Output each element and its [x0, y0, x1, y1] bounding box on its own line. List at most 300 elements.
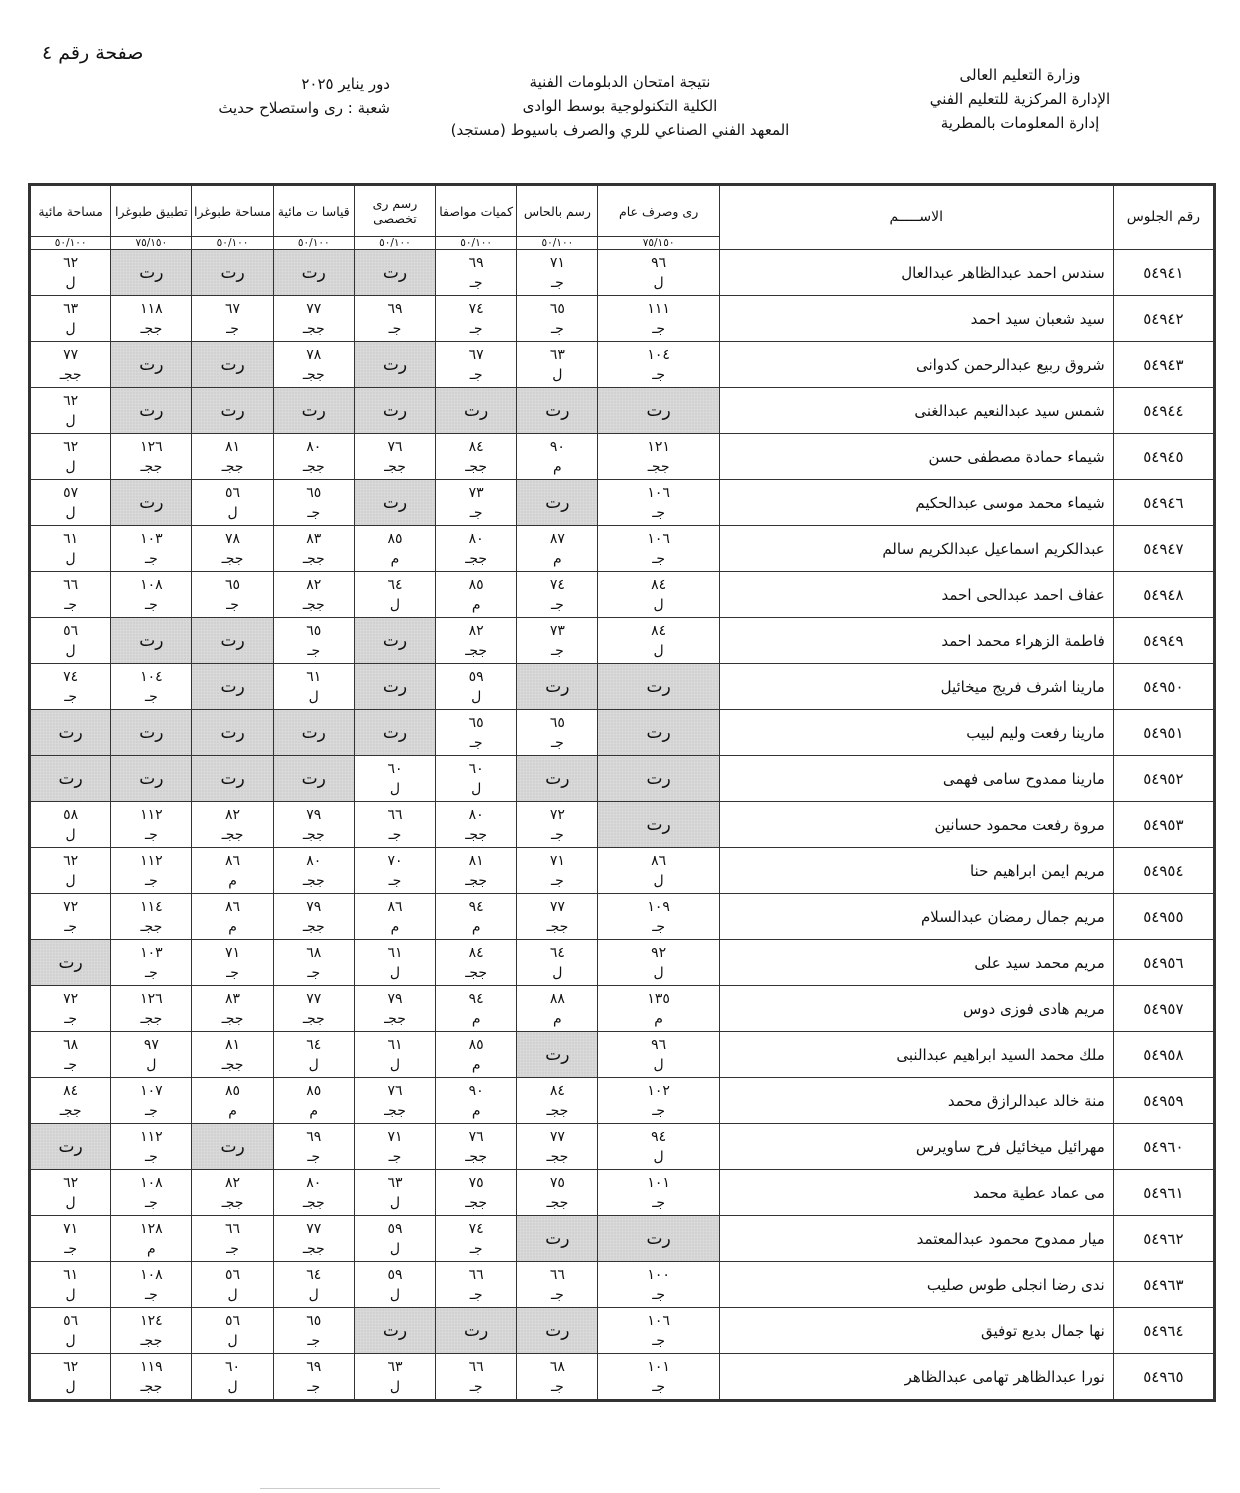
score: ٨٥ [468, 576, 484, 593]
score: ٦١ [306, 668, 322, 685]
grade-letter: ل [653, 1148, 664, 1165]
grade-letter: ل [653, 274, 664, 291]
score: ٩٠ [468, 1082, 484, 1099]
grade-letter: ججـ [465, 550, 488, 567]
seat-number: ٥٤٩٦٢ [1113, 1216, 1214, 1262]
score: ٨٢ [468, 622, 484, 639]
grade-letter: جـ [226, 964, 239, 981]
seat-number: ٥٤٩٥٨ [1113, 1032, 1214, 1078]
student-row [30, 1354, 1215, 1401]
score: ١٠٤ [647, 346, 670, 363]
grade-letter: ججـ [465, 458, 488, 475]
student-row [30, 756, 1215, 802]
grade-letter: ل [389, 1194, 401, 1211]
grade-cell [436, 894, 517, 940]
subject-max-score: ٥٠/١٠٠ [30, 237, 111, 250]
grade-letter: جـ [469, 504, 483, 521]
grade-letter: جـ [550, 320, 564, 337]
seat-number: ٥٤٩٦٠ [1113, 1124, 1214, 1170]
student-row [30, 1124, 1215, 1170]
score: ٦١ [63, 1266, 79, 1283]
score: ٧٣ [549, 622, 565, 639]
grade-cell [273, 1078, 354, 1124]
score: ٧٦ [468, 1128, 484, 1145]
score: ١٢٨ [140, 1220, 163, 1237]
footer-divider [260, 1488, 440, 1489]
student-row [30, 526, 1215, 572]
grade-letter: جـ [388, 826, 402, 843]
grade-letter: ججـ [546, 1102, 569, 1119]
grade-letter: ل [65, 1378, 76, 1395]
grade-letter: ججـ [221, 826, 244, 843]
grade-cell [436, 296, 517, 342]
grade-cell [517, 940, 598, 986]
score: ٦٥ [549, 714, 565, 731]
student-row [30, 388, 1215, 434]
student-name: ميار ممدوح محمود عبدالمعتمد [719, 1216, 1113, 1262]
grade-cell [273, 1262, 354, 1308]
score: ٦٤ [306, 1036, 322, 1053]
score: ٨٤ [468, 438, 484, 455]
grade-letter: جـ [652, 504, 665, 521]
absent-cell: رت [517, 664, 598, 710]
grade-cell [192, 1170, 273, 1216]
grade-letter: جـ [307, 1378, 321, 1395]
grade-letter: جـ [64, 1010, 77, 1027]
grade-letter: ججـ [59, 1102, 82, 1119]
absent-cell: رت [517, 1032, 598, 1078]
score: ٦٢ [63, 1358, 79, 1375]
score: ١١٢ [140, 1128, 163, 1145]
student-row [30, 618, 1215, 664]
student-name: مريم هادى فوزى دوس [719, 986, 1113, 1032]
grade-cell [517, 1124, 598, 1170]
grade-cell [598, 526, 719, 572]
grade-letter: ل [65, 1286, 76, 1303]
absent-cell: رت [111, 618, 192, 664]
absent-cell: رت [598, 388, 719, 434]
score: ٧٧ [306, 1220, 322, 1237]
grade-cell [354, 848, 435, 894]
score: ١٠٨ [140, 1174, 163, 1191]
seat-number: ٥٤٩٥٦ [1113, 940, 1214, 986]
score: ٦٥ [225, 576, 241, 593]
absent-cell: رت [598, 756, 719, 802]
subject-max-score: ٥٠/١٠٠ [354, 237, 435, 250]
absent-cell: رت [273, 756, 354, 802]
grade-letter: ججـ [140, 458, 163, 475]
score: ٦٥ [306, 484, 322, 501]
absent-cell: رت [354, 388, 435, 434]
grade-cell [517, 342, 598, 388]
grade-cell [517, 1078, 598, 1124]
grade-cell [354, 1262, 435, 1308]
seat-number: ٥٤٩٤٤ [1113, 388, 1214, 434]
grade-letter: جـ [64, 1056, 77, 1073]
institute-name: المعهد الفني الصناعي للري والصرف باسيوط (مستجد) [450, 121, 790, 139]
grade-letter: جـ [652, 1378, 665, 1395]
grade-cell [517, 434, 598, 480]
grade-cell [436, 664, 517, 710]
subject-header: تطبيق طبوغرا [111, 185, 192, 237]
seat-number: ٥٤٩٤٣ [1113, 342, 1214, 388]
grade-letter: جـ [469, 274, 483, 291]
grade-letter: ججـ [140, 1332, 163, 1349]
score: ٦٦ [468, 1358, 484, 1375]
grade-letter: ججـ [302, 320, 325, 337]
grade-cell [30, 848, 111, 894]
score: ٥٦ [225, 1266, 241, 1283]
score: ١٣٥ [647, 990, 670, 1007]
grade-cell [598, 572, 719, 618]
grade-letter: م [228, 872, 237, 889]
score: ٦٣ [387, 1174, 403, 1191]
grade-cell [517, 894, 598, 940]
seat-number: ٥٤٩٤٩ [1113, 618, 1214, 664]
grade-letter: جـ [388, 320, 402, 337]
student-row [30, 572, 1215, 618]
absent-cell: رت [30, 756, 111, 802]
grade-cell [436, 1078, 517, 1124]
student-name: شروق ربيع عبدالرحمن كدوانى [719, 342, 1113, 388]
score: ٦٥ [549, 300, 565, 317]
grade-letter: ل [227, 1332, 238, 1349]
score: ٦٨ [306, 944, 322, 961]
grade-cell [517, 1170, 598, 1216]
grade-cell [111, 1032, 192, 1078]
absent-cell: رت [436, 388, 517, 434]
grade-cell [273, 296, 354, 342]
score: ٧٢ [549, 806, 565, 823]
name-header: الاســـــم [719, 185, 1113, 250]
grade-letter: ل [653, 1056, 664, 1073]
student-name: مهرائيل ميخائيل فرح ساويرس [719, 1124, 1113, 1170]
grade-cell [436, 250, 517, 296]
grade-letter: ل [227, 1286, 238, 1303]
grade-cell [111, 1124, 192, 1170]
grade-cell [30, 986, 111, 1032]
grade-cell [436, 342, 517, 388]
grade-letter: م [553, 550, 562, 567]
grade-cell [30, 1216, 111, 1262]
absent-cell: رت [598, 802, 719, 848]
absent-cell: رت [354, 1308, 435, 1354]
seat-number: ٥٤٩٦٤ [1113, 1308, 1214, 1354]
score: ٥٩ [387, 1220, 403, 1237]
grade-letter: ل [653, 872, 664, 889]
score: ١٠١ [647, 1358, 670, 1375]
score: ١٢٤ [140, 1312, 163, 1329]
grade-letter: جـ [144, 872, 158, 889]
absent-cell: رت [517, 1216, 598, 1262]
score: ٨٥ [387, 530, 403, 547]
score: ٦٩ [468, 254, 484, 271]
grade-cell [517, 802, 598, 848]
student-name: شيماء محمد موسى عبدالحكيم [719, 480, 1113, 526]
grade-cell [111, 526, 192, 572]
grade-cell [436, 1124, 517, 1170]
student-name: مى عماد عطية محمد [719, 1170, 1113, 1216]
score: ٦١ [387, 944, 403, 961]
grade-cell [517, 986, 598, 1032]
grade-cell [436, 526, 517, 572]
grade-letter: ججـ [140, 1378, 163, 1395]
grade-letter: ججـ [59, 366, 82, 383]
grade-cell [354, 1216, 435, 1262]
score: ٨٣ [225, 990, 241, 1007]
grade-letter: ل [65, 826, 76, 843]
grade-cell [436, 802, 517, 848]
absent-cell: رت [354, 480, 435, 526]
grade-cell [192, 802, 273, 848]
grade-letter: ججـ [302, 366, 325, 383]
score: ٧٦ [387, 438, 403, 455]
score: ٨٨ [549, 990, 565, 1007]
seat-number: ٥٤٩٥٧ [1113, 986, 1214, 1032]
ministry-header [870, 63, 1170, 135]
score: ١١٨ [140, 300, 163, 317]
grade-letter: ججـ [302, 596, 325, 613]
subject-header: قياسا ت مائية [273, 185, 354, 237]
grade-cell [111, 802, 192, 848]
grade-cell [273, 434, 354, 480]
grade-letter: ل [552, 964, 563, 981]
grade-cell [273, 802, 354, 848]
grade-cell [30, 526, 111, 572]
grade-cell [111, 940, 192, 986]
page-number: صفحة رقم ٤ [42, 42, 144, 64]
grade-cell [354, 1078, 435, 1124]
grade-letter: جـ [307, 1148, 321, 1165]
score: ٥٦ [63, 1312, 79, 1329]
grade-letter: ل [389, 1286, 401, 1303]
student-row [30, 1170, 1215, 1216]
score: ٦٢ [63, 392, 79, 409]
student-name: نها جمال بديع توفيق [719, 1308, 1113, 1354]
grade-letter: جـ [64, 918, 77, 935]
grade-letter: ل [65, 412, 76, 429]
grade-cell [517, 250, 598, 296]
grade-cell [273, 342, 354, 388]
score: ٨٠ [306, 438, 322, 455]
score: ٨١ [468, 852, 484, 869]
grade-cell [354, 1124, 435, 1170]
score: ٦٠ [468, 760, 484, 777]
grade-cell [598, 848, 719, 894]
score: ٨٠ [468, 530, 484, 547]
grade-letter: م [471, 1010, 481, 1027]
grade-letter: ل [308, 1286, 319, 1303]
seat-number: ٥٤٩٤٧ [1113, 526, 1214, 572]
grade-cell [354, 296, 435, 342]
grade-cell [436, 710, 517, 756]
subject-header: مساحة طبوغرا [192, 185, 273, 237]
grade-letter: جـ [550, 734, 564, 751]
grade-cell [192, 572, 273, 618]
grade-letter: ججـ [465, 826, 488, 843]
grade-letter: ل [653, 964, 664, 981]
session-header [170, 72, 390, 120]
grade-letter: جـ [550, 642, 564, 659]
session-label: دور يناير ٢٠٢٥ [301, 75, 390, 93]
grade-letter: ججـ [302, 872, 325, 889]
subject-header: مساحة مائية [30, 185, 111, 237]
score: ٥٧ [63, 484, 79, 501]
grade-letter: ل [65, 550, 76, 567]
score: ٧١ [63, 1220, 79, 1237]
score: ٥٦ [63, 622, 79, 639]
grade-cell [192, 1308, 273, 1354]
score: ١٠٣ [140, 530, 163, 547]
score: ٨٤ [651, 622, 667, 639]
grade-letter: ل [65, 274, 76, 291]
score: ٨٧ [549, 530, 565, 547]
student-row [30, 250, 1215, 296]
grade-letter: جـ [469, 1240, 483, 1257]
grade-letter: جـ [550, 826, 564, 843]
score: ٦٥ [306, 1312, 322, 1329]
grade-cell [354, 894, 435, 940]
score: ٧٤ [468, 300, 484, 317]
score: ٨٥ [306, 1082, 322, 1099]
grade-letter: جـ [652, 1286, 665, 1303]
score: ٧٢ [63, 990, 79, 1007]
grade-cell [30, 618, 111, 664]
seat-number: ٥٤٩٥٢ [1113, 756, 1214, 802]
score: ٨٢ [225, 806, 241, 823]
student-row [30, 296, 1215, 342]
grade-letter: ججـ [465, 1194, 488, 1211]
score: ٦٢ [63, 1174, 79, 1191]
grade-cell [354, 526, 435, 572]
score: ٧٠ [387, 852, 403, 869]
grade-cell [30, 1262, 111, 1308]
college-name: الكلية التكنولوجية بوسط الوادى [522, 97, 718, 115]
absent-cell: رت [517, 388, 598, 434]
grade-letter: ل [389, 1378, 401, 1395]
subject-max-score: ٧٥/١٥٠ [111, 237, 192, 250]
grade-letter: م [471, 918, 481, 935]
grade-cell [273, 480, 354, 526]
student-name: نورا عبدالظاهر تهامى عبدالظاهر [719, 1354, 1113, 1401]
absent-cell: رت [192, 388, 273, 434]
grade-cell [598, 894, 719, 940]
student-name: شيماء حمادة مصطفى حسن [719, 434, 1113, 480]
grade-cell [192, 434, 273, 480]
score: ١٠١ [647, 1174, 670, 1191]
grade-letter: ججـ [465, 642, 488, 659]
absent-cell: رت [273, 388, 354, 434]
seat-number-header: رقم الجلوس [1113, 185, 1214, 250]
grade-letter: جـ [469, 1286, 483, 1303]
grade-letter: ججـ [302, 826, 325, 843]
score: ٨٥ [468, 1036, 484, 1053]
grade-cell [354, 1032, 435, 1078]
score: ٦٨ [63, 1036, 79, 1053]
score: ٦٥ [468, 714, 484, 731]
grade-letter: جـ [144, 964, 158, 981]
score: ١٠٨ [140, 576, 163, 593]
seat-number: ٥٤٩٦٥ [1113, 1354, 1214, 1401]
grade-cell [354, 572, 435, 618]
grade-cell [192, 1032, 273, 1078]
grade-letter: ل [227, 504, 238, 521]
grade-cell [30, 1032, 111, 1078]
grade-letter: ججـ [384, 1102, 406, 1119]
score: ٥٩ [468, 668, 484, 685]
absent-cell: رت [192, 710, 273, 756]
subject-max-score: ٧٥/١٥٠ [598, 237, 719, 250]
student-name: سيد شعبان سيد احمد [719, 296, 1113, 342]
absent-cell: رت [354, 342, 435, 388]
student-name: شمس سيد عبدالنعيم عبدالغنى [719, 388, 1113, 434]
grade-letter: ل [65, 1194, 76, 1211]
absent-cell: رت [111, 388, 192, 434]
grade-letter: جـ [652, 1194, 665, 1211]
student-name: مارينا رفعت وليم لبيب [719, 710, 1113, 756]
grade-cell [111, 434, 192, 480]
grade-cell [598, 1354, 719, 1401]
grade-letter: جـ [550, 596, 564, 613]
grade-cell [436, 1354, 517, 1401]
grade-cell [192, 848, 273, 894]
absent-cell: رت [192, 342, 273, 388]
absent-cell: رت [598, 710, 719, 756]
grade-letter: ل [65, 642, 76, 659]
grade-cell [517, 618, 598, 664]
grade-cell [30, 388, 111, 434]
absent-cell: رت [111, 342, 192, 388]
score: ٨٠ [468, 806, 484, 823]
grade-cell [192, 296, 273, 342]
grade-cell [598, 250, 719, 296]
grade-letter: جـ [652, 1332, 665, 1349]
score: ٧٩ [306, 806, 322, 823]
score: ٦٦ [63, 576, 79, 593]
seat-number: ٥٤٩٤٥ [1113, 434, 1214, 480]
grade-letter: م [471, 596, 481, 613]
student-name: مارينا اشرف فريج ميخائيل [719, 664, 1113, 710]
score: ٦٩ [387, 300, 403, 317]
grade-cell [436, 756, 517, 802]
grade-cell [111, 848, 192, 894]
score: ٧٧ [63, 346, 79, 363]
grade-letter: جـ [652, 366, 665, 383]
grade-letter: جـ [550, 1378, 564, 1395]
score: ١١٢ [140, 852, 163, 869]
grade-cell [598, 434, 719, 480]
grade-letter: ججـ [546, 918, 569, 935]
grade-cell [598, 480, 719, 526]
grade-letter: ججـ [465, 872, 488, 889]
grade-letter: جـ [469, 320, 483, 337]
grade-letter: جـ [469, 734, 483, 751]
grade-cell [273, 986, 354, 1032]
grade-cell [273, 894, 354, 940]
subject-max-score: ٥٠/١٠٠ [436, 237, 517, 250]
absent-cell: رت [517, 1308, 598, 1354]
grade-cell [354, 802, 435, 848]
score: ٨٦ [387, 898, 403, 915]
grade-letter: ل [308, 688, 319, 705]
grade-letter: ل [389, 964, 401, 981]
score: ٦٤ [387, 576, 403, 593]
student-name: سندس احمد عبدالظاهر عبدالعال [719, 250, 1113, 296]
grade-cell [517, 1354, 598, 1401]
grade-letter: ل [65, 872, 76, 889]
grade-letter: جـ [226, 596, 239, 613]
grade-cell [598, 618, 719, 664]
